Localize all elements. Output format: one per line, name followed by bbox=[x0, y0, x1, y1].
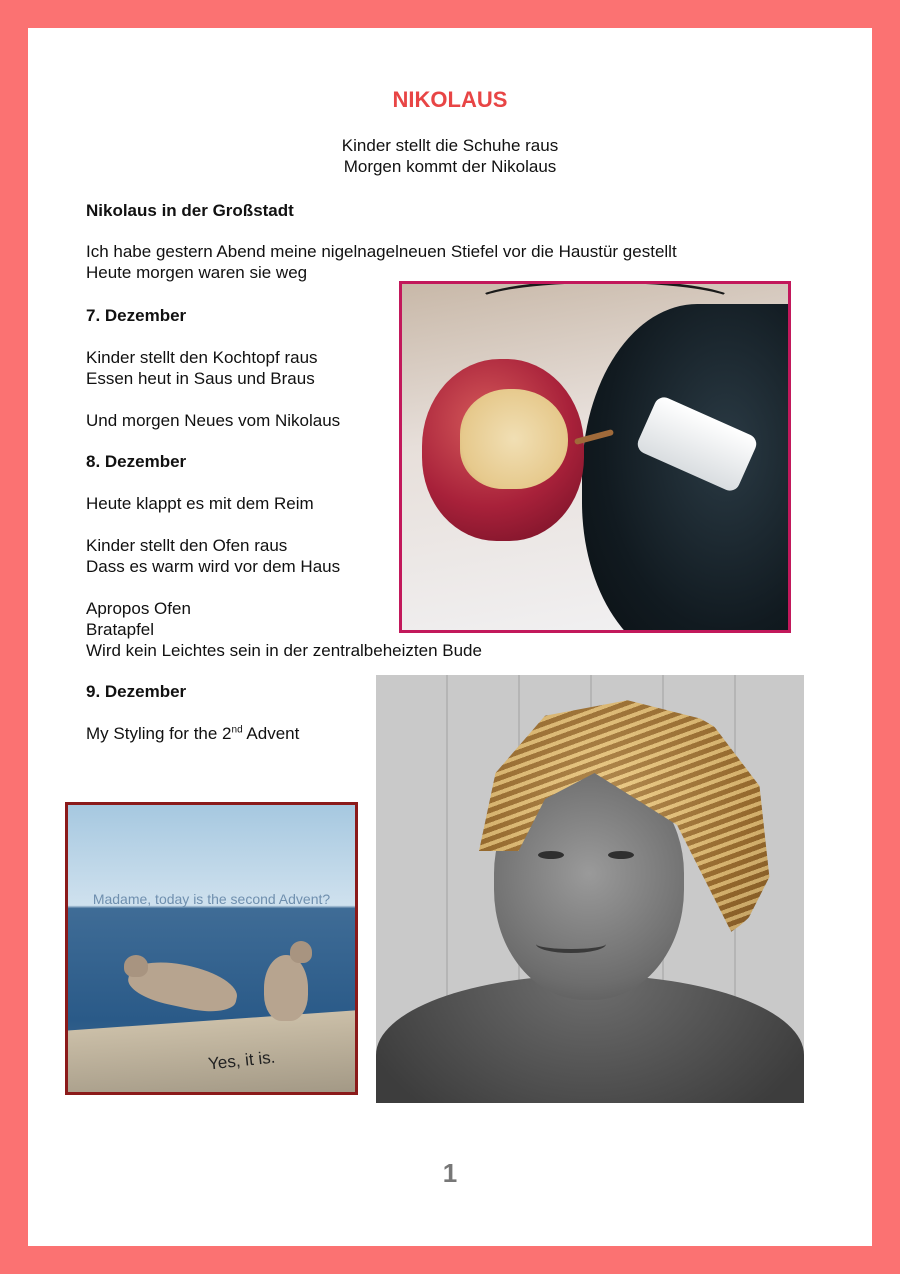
heading-9-dezember: 9. Dezember bbox=[86, 682, 187, 701]
dec9-line-1 bbox=[86, 724, 299, 744]
doves-photo bbox=[65, 802, 358, 1095]
apple bbox=[422, 359, 584, 541]
right-eye bbox=[608, 851, 634, 859]
dec7-line-1: Kinder stellt den Kochtopf raus bbox=[86, 348, 318, 367]
apple-flesh bbox=[460, 389, 568, 489]
mouth bbox=[536, 935, 606, 953]
dove-right-head bbox=[290, 941, 312, 963]
dec8-line-3: Dass es warm wird vor dem Haus bbox=[86, 557, 341, 576]
cable bbox=[472, 281, 738, 326]
document-page bbox=[28, 28, 872, 1246]
grossstadt-line-2: Heute morgen waren sie weg bbox=[86, 263, 308, 282]
doves-caption-top: Madame, today is the second Advent? bbox=[92, 891, 331, 907]
dec8-line-4: Apropos Ofen bbox=[86, 599, 191, 618]
page-title: NIKOLAUS bbox=[392, 87, 508, 112]
dove-left-head bbox=[124, 955, 148, 977]
dec9-suffix: Advent bbox=[242, 724, 300, 743]
dec7-line-2: Essen heut in Saus und Braus bbox=[86, 369, 315, 388]
dec9-prefix: My Styling for the 2 bbox=[86, 724, 232, 743]
dec7-line-3: Und morgen Neues vom Nikolaus bbox=[86, 411, 341, 430]
left-eye bbox=[538, 851, 564, 859]
styling-photo bbox=[376, 675, 804, 1103]
dec9-superscript: nd bbox=[231, 724, 243, 736]
intro-line-1: Kinder stellt die Schuhe raus bbox=[341, 136, 559, 155]
dec8-line-2: Kinder stellt den Ofen raus bbox=[86, 536, 288, 555]
heading-7-dezember: 7. Dezember bbox=[86, 306, 187, 325]
wall bbox=[68, 1010, 358, 1095]
baked-apple-photo bbox=[399, 281, 791, 633]
grossstadt-line-1: Ich habe gestern Abend meine nigelnagelneuen Stiefel vor die Haustür gestellt bbox=[86, 242, 677, 261]
dec8-line-5: Bratapfel bbox=[86, 620, 155, 639]
page-number: 1 bbox=[442, 1158, 458, 1188]
intro-line-2: Morgen kommt der Nikolaus bbox=[343, 157, 557, 176]
doves-caption-bottom: Yes, it is. bbox=[207, 1047, 277, 1074]
dec8-line-6: Wird kein Leichtes sein in der zentralbeheizten Bude bbox=[86, 641, 482, 660]
heading-grossstadt: Nikolaus in der Großstadt bbox=[86, 201, 294, 220]
heading-8-dezember: 8. Dezember bbox=[86, 452, 187, 471]
dec8-line-1: Heute klappt es mit dem Reim bbox=[86, 494, 314, 513]
dove-right bbox=[264, 955, 308, 1021]
